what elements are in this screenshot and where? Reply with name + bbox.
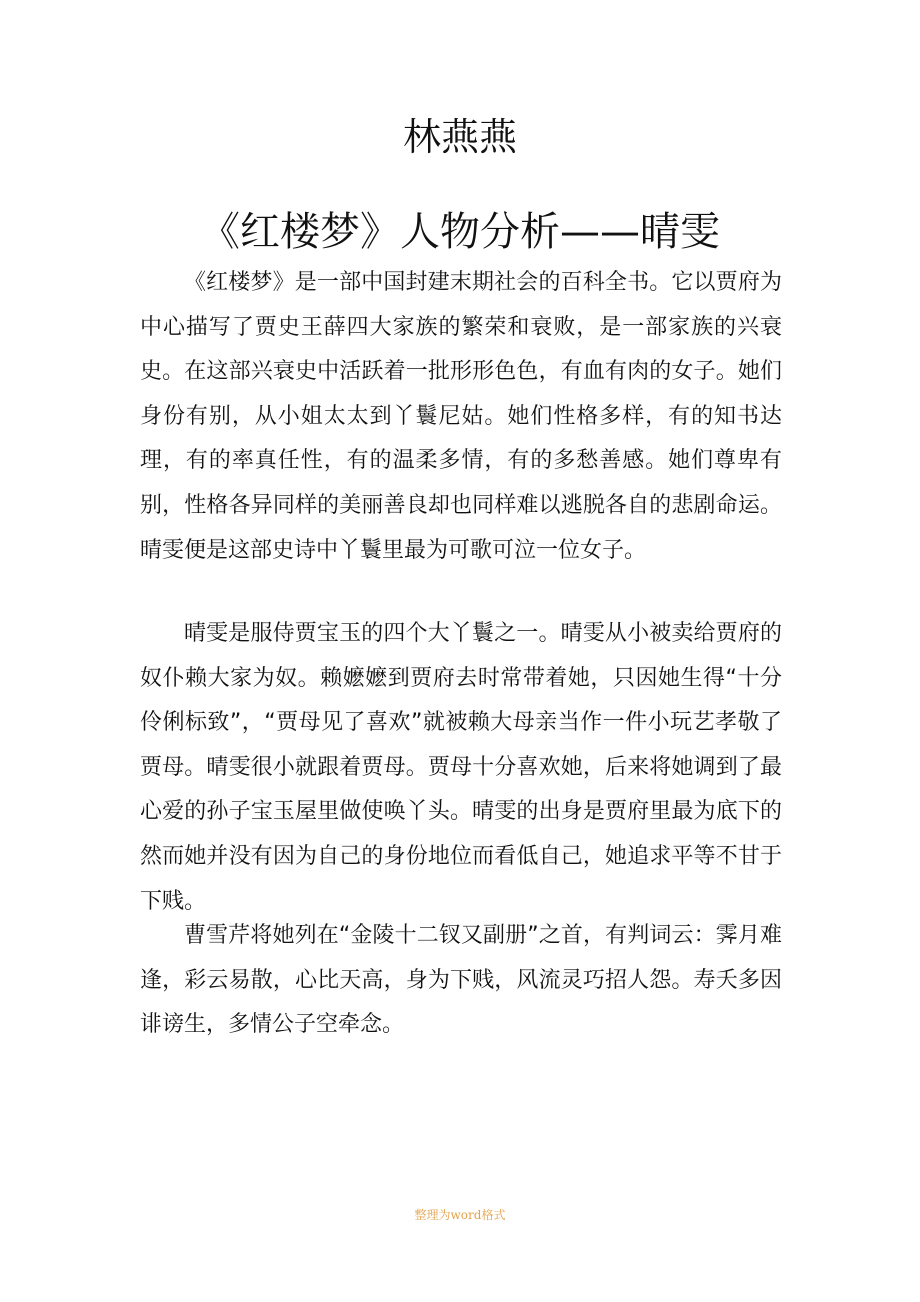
author-name: 林燕燕 bbox=[402, 115, 517, 159]
paragraph-verdict: 曹雪芹将她列在“金陵十二钗又副册”之首，有判词云：霁月难逢，彩云易散，心比天高，身为下贱，风流灵巧招人怨。寿夭多因诽谤生，多情公子空牵念。 bbox=[140, 923, 782, 1038]
document-title: 《红楼梦》人物分析——晴雯 bbox=[200, 209, 720, 255]
paragraph-intro: 《红楼梦》是一部中国封建末期社会的百科全书。它以贾府为中心描写了贾史王薛四大家族的繁荣和衰败，是一部家族的兴衰史。在这部兴衰史中活跃着一批形形色色，有血有肉的女子。她们身份有别，从小姐太太到丫鬟尼姑。她们性格多样，有的知书达理，有的率真任性，有的温柔多情，有的多愁善感。她们尊卑有别，性格各异同样的美丽善良却也同样难以逃脱各自的悲剧命运。晴雯便是这部史诗中丫鬟里最为可歌可泣一位女子。 bbox=[140, 270, 782, 563]
footer-note: 整理为word格式 bbox=[414, 1208, 506, 1222]
paragraph-origin: 晴雯是服侍贾宝玉的四个大丫鬟之一。晴雯从小被卖给贾府的奴仆赖大家为奴。赖嬷嬷到贾府去时常带着她，只因她生得“十分伶俐标致”，“贾母见了喜欢”就被赖大母亲当作一件小玩艺孝敬了贾母。晴雯很小就跟着贾母。贾母十分喜欢她，后来将她调到了最心爱的孙子宝玉屋里做使唤丫头。晴雯的出身是贾府里最为底下的然而她并没有因为自己的身份地位而看低自己，她追求平等不甘于下贱。 bbox=[140, 621, 782, 914]
